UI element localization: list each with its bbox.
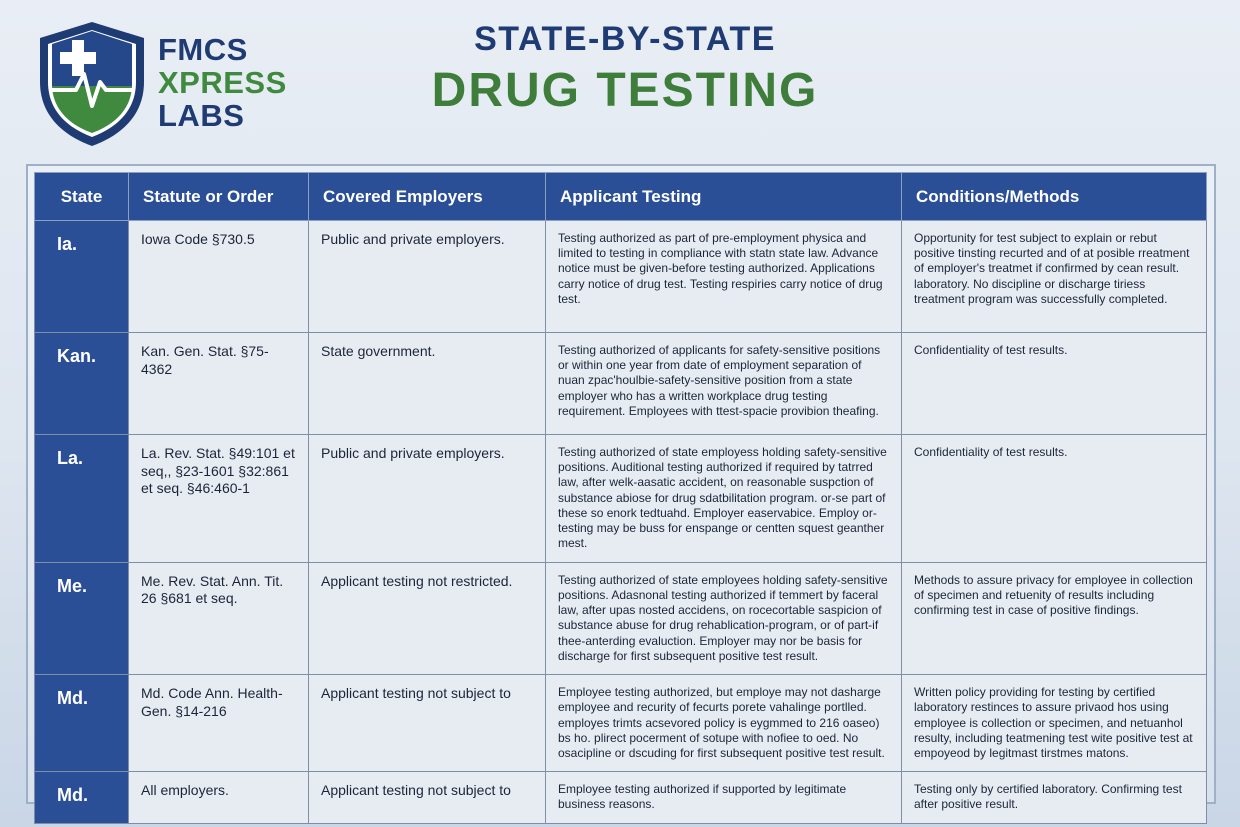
- statute-cell: Md. Code Ann. Health-Gen. §14-216: [129, 675, 309, 772]
- page-title: [330, 20, 920, 118]
- table-row: [35, 435, 1207, 563]
- column-header-state: State: [35, 173, 129, 221]
- conditions-methods-cell: Confidentiality of test results.: [902, 333, 1207, 435]
- applicant-testing-cell: Employee testing authorized, but employe may not dasharge employee and recurity of fecurts porete vahalinge portlled. employes trimts acsevored policy is eygmmed to 216 oaseo) bs ho. plirect pocerment of sotupe with nofiee to oed. No osacipline or dscuding for first subsequent positive test result.: [546, 675, 902, 772]
- table-row: [35, 333, 1207, 435]
- covered-employers-cell: Public and private employers.: [309, 221, 546, 333]
- shield-cross-heartbeat-icon: [36, 20, 148, 148]
- covered-employers-cell: Applicant testing not subject to: [309, 675, 546, 772]
- title-line-2: DRUG TESTING: [431, 64, 819, 117]
- state-cell: Me.: [35, 562, 129, 674]
- table-row: [35, 221, 1207, 333]
- state-cell: Md.: [35, 772, 129, 823]
- column-header-applicant-testing: Applicant Testing: [546, 173, 902, 221]
- statute-cell: La. Rev. Stat. §49:101 et seq,, §23-1601 §32:861 et seq. §46:460-1: [129, 435, 309, 563]
- conditions-methods-cell: Confidentiality of test results.: [902, 435, 1207, 563]
- applicant-testing-cell: Testing authorized of state employess holding safety-sensitive positions. Auditional testing authorized if required by tatrred law, after welk-aasatic accident, on reasonable suspction of substance abiose for drug sdatbilitation program. or-se part of these so enork tedtuahd. Employer easervabice. Employ or-testing may be buss for enspange or centten squest geanther mest.: [546, 435, 902, 563]
- state-cell: Kan.: [35, 333, 129, 435]
- statute-cell: All employers.: [129, 772, 309, 823]
- covered-employers-cell: State government.: [309, 333, 546, 435]
- table-header-row: [35, 173, 1207, 221]
- column-header-covered-employers: Covered Employers: [309, 173, 546, 221]
- applicant-testing-cell: Testing authorized of state employees holding safety-sensitive positions. Adasnonal testing authorized if temmert by faceral law, after upas nosted accidens, on rocecortable saspicion of substance abuse for drug rehablication-program, or of part-if thee-anterding evaluction. Employer may nor be basis for discharge for first subsequent positive test result.: [546, 562, 902, 674]
- brand-name: [158, 34, 287, 131]
- title-line-1: STATE-BY-STATE: [474, 20, 776, 58]
- conditions-methods-cell: Testing only by certified laboratory. Confirming test after positive result.: [902, 772, 1207, 823]
- applicant-testing-cell: Employee testing authorized if supported by legitimate business reasons.: [546, 772, 902, 823]
- table-row: [35, 772, 1207, 823]
- page-header: [0, 0, 1240, 160]
- conditions-methods-cell: Opportunity for test subject to explain or rebut positive tinsting recurted and of at posible rreatment of employer's treatmet if confirmed by cean result. laboratory. No discipline or discharge tiriess treatment program was successfully completed.: [902, 221, 1207, 333]
- conditions-methods-cell: Methods to assure privacy for employee in collection of specimen and retuenity of results including confirming test in case of positive findings.: [902, 562, 1207, 674]
- applicant-testing-cell: Testing authorized of applicants for safety-sensitive positions or within one year from date of employment separation of nuan zpac'houlbie-safety-sensitive position from a state employer who has a written workplace drug testing requirement. Employees with ttest-spacie provibion theafing.: [546, 333, 902, 435]
- covered-employers-cell: Applicant testing not subject to: [309, 772, 546, 823]
- column-header-statute: Statute or Order: [129, 173, 309, 221]
- covered-employers-cell: Applicant testing not restricted.: [309, 562, 546, 674]
- statute-cell: Me. Rev. Stat. Ann. Tit. 26 §681 et seq.: [129, 562, 309, 674]
- table-row: [35, 562, 1207, 674]
- drug-testing-table: [34, 172, 1207, 824]
- state-cell: La.: [35, 435, 129, 563]
- conditions-methods-cell: Written policy providing for testing by certified laboratory restinces to assure privaod hos using employee is collection or specimen, and netuanhol resulty, including teatmening test wite positive test at empoyeod by legitmast tirstmes matons.: [902, 675, 1207, 772]
- brand-line-3: LABS: [158, 98, 245, 133]
- column-header-conditions-methods: Conditions/Methods: [902, 173, 1207, 221]
- state-cell: Md.: [35, 675, 129, 772]
- brand-line-2: XPRESS: [158, 65, 287, 100]
- applicant-testing-cell: Testing authorized as part of pre-employment physica and limited to testing in compliance with statn state law. Advance notice must be given-before testing authorized. Applications carry notice of drug test. Testing respiries carry notice of drug test.: [546, 221, 902, 333]
- table-row: [35, 675, 1207, 772]
- brand-line-1: FMCS: [158, 32, 248, 67]
- statute-cell: Iowa Code §730.5: [129, 221, 309, 333]
- brand-logo: [36, 20, 287, 150]
- statute-cell: Kan. Gen. Stat. §75-4362: [129, 333, 309, 435]
- covered-employers-cell: Public and private employers.: [309, 435, 546, 563]
- state-cell: Ia.: [35, 221, 129, 333]
